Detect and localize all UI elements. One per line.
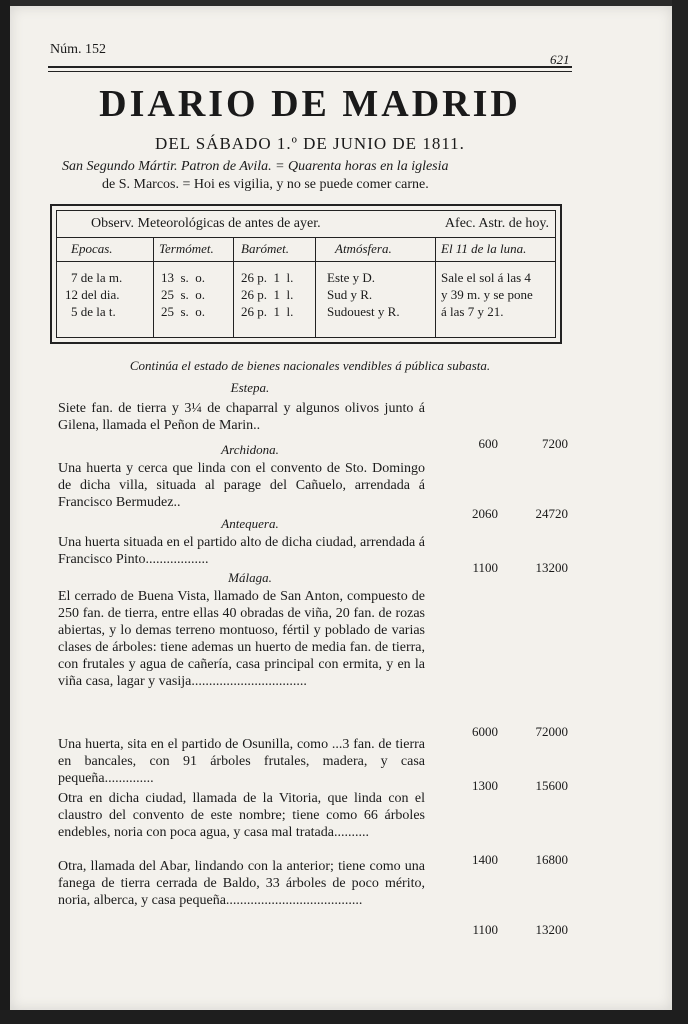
entry-value-1: 1400	[472, 852, 498, 867]
newspaper-page	[10, 6, 672, 1010]
section-title: Continúa el estado de bienes nacionales vendibles á pública subasta.	[129, 358, 491, 373]
meteo-inner-frame	[56, 210, 556, 338]
saint-of-day	[62, 158, 562, 194]
meteo-title: Observ. Meteorológicas de antes de ayer.	[91, 216, 321, 231]
luna-line-3: á las 7 y 21.	[441, 304, 504, 319]
entry-value-1: 1300	[472, 778, 498, 793]
scan-right-edge	[672, 0, 688, 1024]
entry-value-2: 13200	[535, 922, 568, 937]
baro-1: 26 p. 1 l.	[241, 270, 294, 285]
entry-text: Otra, llamada del Abar, lindando con la anterior; tiene como una fanega de tierra cerrada de Baldo, 33 árboles de poco mérito, noria, alberca, y casa pequeña.......................................	[58, 859, 425, 908]
luna-line-1: Sale el sol á las 4	[441, 270, 531, 285]
col-divider	[153, 237, 154, 337]
entry-value-2: 13200	[535, 560, 568, 575]
entry-text: Siete fan. de tierra y 3¼ de chaparral y algunos olivos junto á Gilena, llamada el Peñon de Marin..	[58, 401, 425, 433]
entry-value-2: 24720	[535, 506, 568, 521]
entry-value-1: 2060	[472, 506, 498, 521]
entry-value-1: 1100	[472, 922, 498, 937]
atm-2: Sud y R.	[327, 287, 373, 302]
col-divider	[435, 237, 436, 337]
col-divider	[233, 237, 234, 337]
issue-date: DEL SÁBADO 1.º DE JUNIO DE 1811.	[155, 134, 465, 153]
atm-1: Este y D.	[327, 270, 376, 285]
entry-text: Una huerta y cerca que linda con el convento de Sto. Domingo de dicha villa, situada al parage del Cañuelo, arrendada á Francisco Bermudez..	[58, 461, 425, 510]
epoca-3: 5 de la t.	[71, 304, 116, 319]
col-termometro: Termómet.	[159, 241, 214, 256]
scan-left-edge	[0, 0, 10, 1024]
baro-2: 26 p. 1 l.	[241, 287, 294, 302]
entry-value-2: 15600	[535, 778, 568, 793]
baro-3: 26 p. 1 l.	[241, 304, 294, 319]
astro-title: Afec. Astr. de hoy.	[444, 216, 549, 231]
epoca-2: 12 del dia.	[65, 287, 120, 302]
entry-text: Una huerta situada en el partido alto de dicha ciudad, arrendada á Francisco Pinto..................	[58, 535, 425, 567]
meteorological-table	[50, 204, 562, 344]
entry-text: Otra en dicha ciudad, llamada de la Vitoria, que linda con el claustro del convento de este nombre; tiene como 66 árboles endebles, noria con poca agua, y casa mal tratada..........	[58, 791, 425, 840]
epoca-1: 7 de la m.	[71, 270, 123, 285]
place-antequera: Antequera.	[221, 516, 279, 531]
place-estepa: Estepa.	[230, 380, 270, 395]
atm-3: Sudouest y R.	[327, 304, 400, 319]
saint-line-1: San Segundo Mártir. Patron de Avila. = Quarenta horas en la iglesia	[62, 159, 449, 174]
term-2: 25 s. o.	[161, 287, 206, 302]
entry-value-1: 6000	[472, 724, 498, 739]
page-number: 621	[550, 52, 570, 67]
masthead-title: DIARIO DE MADRID	[99, 83, 521, 125]
header-rule	[48, 66, 572, 68]
colhead-rule	[57, 261, 555, 262]
col-barometro: Barómet.	[241, 241, 290, 256]
col-epocas: Epocas.	[71, 241, 113, 256]
saint-line-2: de S. Marcos. = Hoi es vigilia, y no se puede comer carne.	[102, 177, 429, 192]
meteo-header	[57, 211, 555, 238]
col-atmosfera: Atmósfera.	[335, 241, 392, 256]
term-3: 25 s. o.	[161, 304, 206, 319]
entry-value-2: 16800	[535, 852, 568, 867]
entry-text: El cerrado de Buena Vista, llamado de San Anton, compuesto de 250 fan. de tierra, entre ellas 40 obradas de viña, 20 fan. de rozas abiertas, y lo demas terreno montuoso, fértil y poblado de varias clases de árboles: tiene ademas un huerto de media fan. de tierra, con frutales y agua de cañería, casa principal con ermita, y en la viña casa, lagar y vasija.................................	[58, 589, 425, 689]
scan-bottom-edge	[0, 1010, 688, 1024]
luna-line-2: y 39 m. y se pone	[441, 287, 533, 302]
place-archidona: Archidona.	[221, 442, 279, 457]
place-malaga: Málaga.	[228, 570, 272, 585]
term-1: 13 s. o.	[161, 270, 206, 285]
issue-number: Núm. 152	[50, 42, 106, 57]
entry-value-1: 600	[478, 436, 498, 451]
entry-text: Una huerta, sita en el partido de Osunilla, como ...3 fan. de tierra en bancales, con 91 árboles frutales, madera, y casa pequeña..............	[58, 737, 425, 786]
entry-value-2: 72000	[535, 724, 568, 739]
entry-value-1: 1100	[472, 560, 498, 575]
col-divider	[315, 237, 316, 337]
entry-value-2: 7200	[542, 436, 568, 451]
col-luna: El 11 de la luna.	[441, 241, 527, 256]
header-rule-thin	[48, 71, 572, 72]
